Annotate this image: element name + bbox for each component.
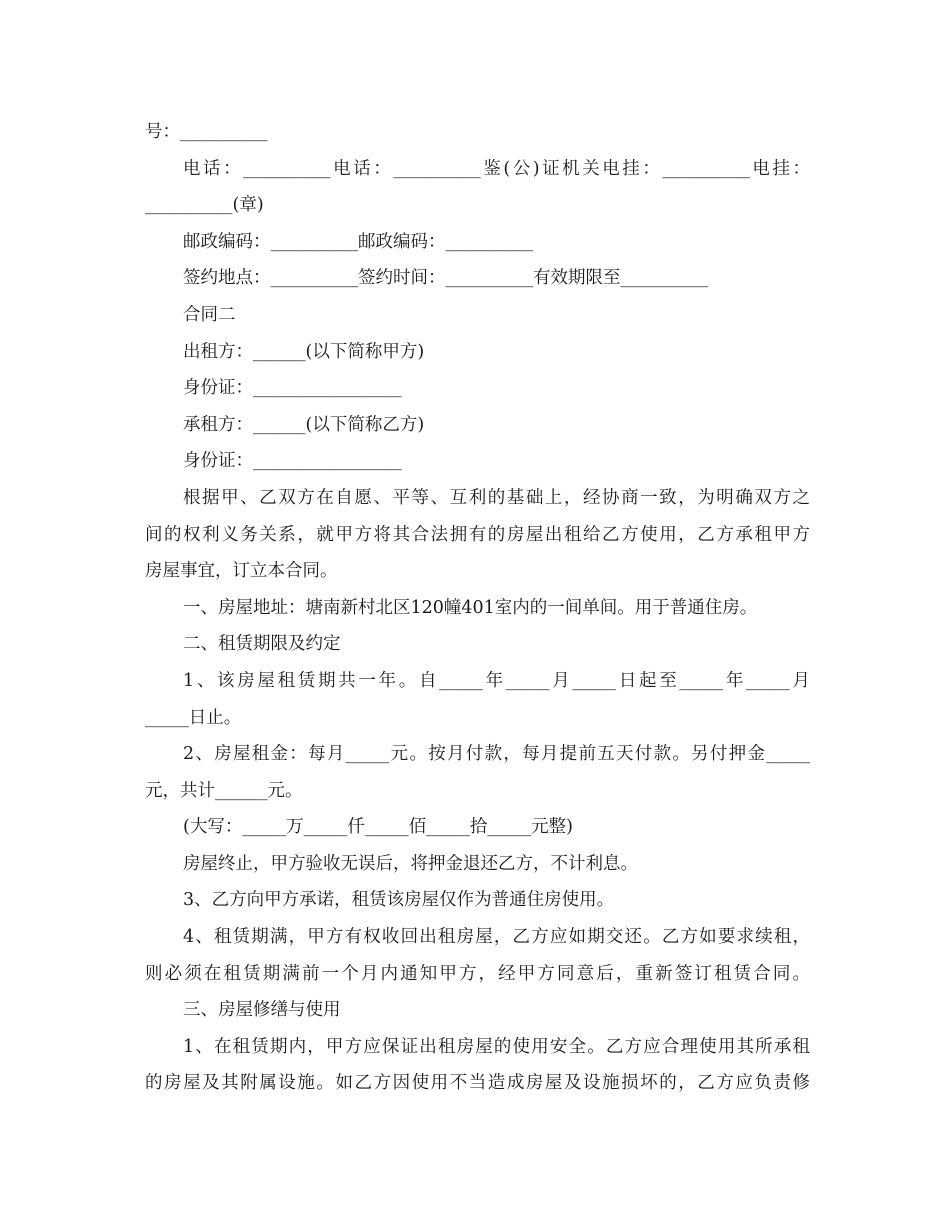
text-line: 身份证：_________________ bbox=[183, 378, 402, 399]
text-line: 间的权利义务关系，就甲方将其合法拥有的房屋出租给乙方使用，乙方承租甲方 bbox=[145, 524, 810, 545]
text-line: 房屋终止，甲方验收无误后，将押金退还乙方，不计利息。 bbox=[183, 853, 638, 874]
text-line: 承租方：______(以下简称乙方) bbox=[183, 414, 425, 435]
text-line: 的房屋及其附属设施。如乙方因使用不当造成房屋及设施损坏的，乙方应负责修 bbox=[145, 1073, 810, 1094]
text-line: 3、乙方向甲方承诺，租赁该房屋仅作为普通住房使用。 bbox=[183, 890, 615, 911]
text-line: 1、该房屋租赁期共一年。自_____年_____月_____日起至_____年_____月 bbox=[183, 670, 810, 691]
text-line: 1、在租赁期内，甲方应保证出租房屋的使用安全。乙方应合理使用其所承租 bbox=[183, 1036, 810, 1057]
text-line: 则必须在租赁期满前一个月内通知甲方，经甲方同意后，重新签订租赁合同。 bbox=[145, 963, 810, 984]
text-line: (大写：_____万_____仟_____佰_____拾_____元整) bbox=[183, 817, 573, 838]
section-heading: 三、房屋修缮与使用 bbox=[183, 1000, 341, 1021]
text-line: 房屋事宜，订立本合同。 bbox=[145, 561, 338, 582]
text-line: _____日止。 bbox=[145, 707, 242, 728]
text-line: 电话：__________电话：__________鉴(公)证机关电挂：__________电挂： bbox=[183, 158, 810, 179]
text-line: __________(章) bbox=[145, 195, 264, 216]
text-line: 2、房屋租金：每月_____元。按月付款，每月提前五天付款。另付押金_____ bbox=[183, 744, 810, 765]
text-line: 身份证：_________________ bbox=[183, 451, 402, 472]
text-line: 4、租赁期满，甲方有权收回出租房屋，乙方应如期交还。乙方如要求续租， bbox=[183, 927, 810, 948]
text-line: 号：__________ bbox=[145, 122, 268, 142]
document-body bbox=[145, 114, 810, 1102]
section-heading: 二、租赁期限及约定 bbox=[183, 634, 341, 655]
text-line: 出租方：______(以下简称甲方) bbox=[183, 341, 425, 362]
text-line: 根据甲、乙双方在自愿、平等、互利的基础上，经协商一致，为明确双方之 bbox=[183, 487, 810, 508]
text-line: 一、房屋地址：塘南新村北区120幢401室内的一间单间。用于普通住房。 bbox=[183, 597, 758, 618]
section-heading: 合同二 bbox=[183, 304, 236, 325]
text-line: 签约地点：__________签约时间：__________有效期限至__________ bbox=[183, 268, 708, 289]
text-line: 邮政编码：__________邮政编码：__________ bbox=[183, 231, 533, 252]
text-line: 元，共计______元。 bbox=[145, 780, 303, 801]
